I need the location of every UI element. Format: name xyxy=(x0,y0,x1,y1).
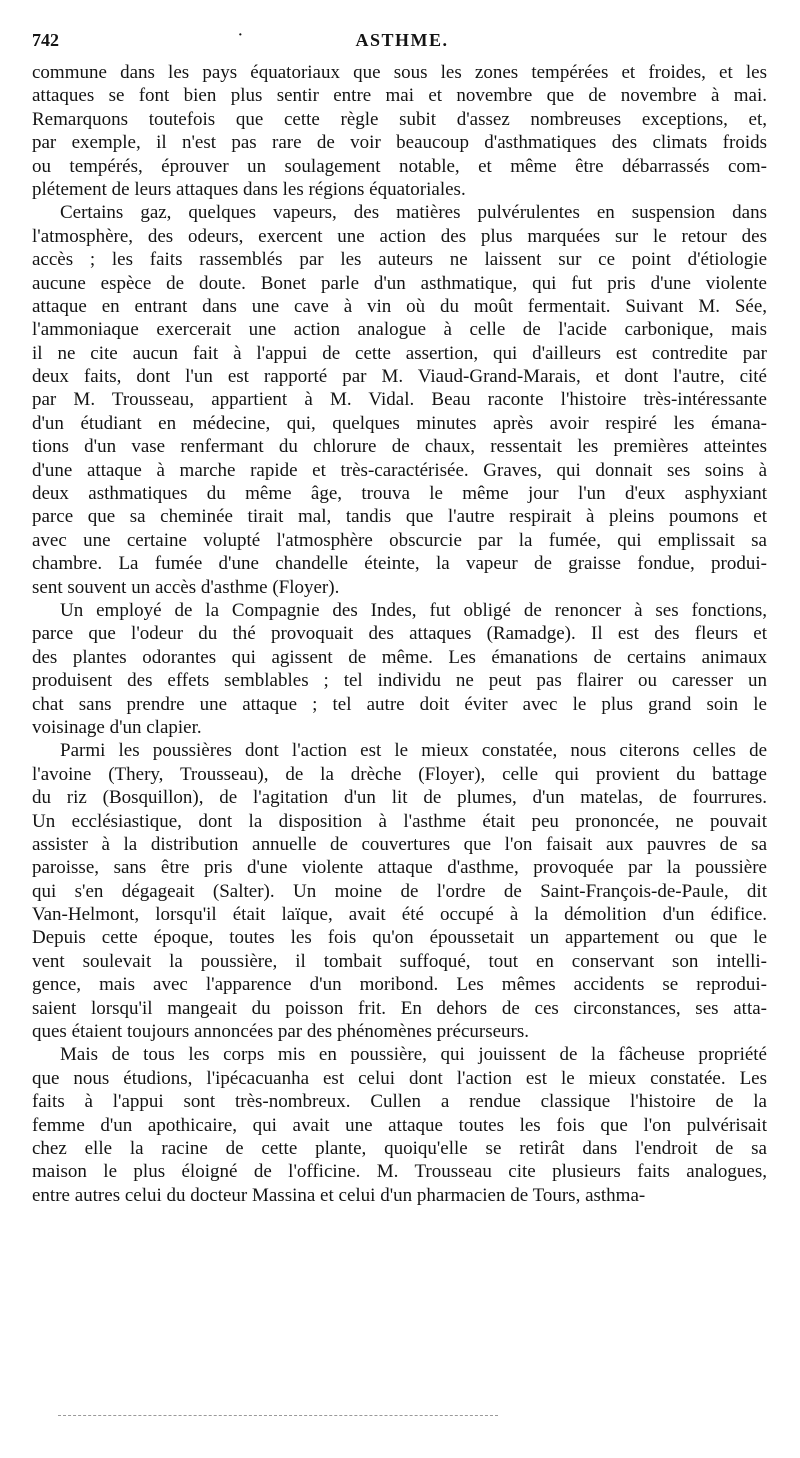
text-line: plétement de leurs attaques dans les régions équatoriales. xyxy=(32,178,466,200)
text-line: Remarquons toutefois que cette règle subit d'assez nombreuses exceptions, et, xyxy=(32,108,767,130)
text-line: l'atmosphère, des odeurs, exercent une action des plus marquées sur le retour des xyxy=(32,225,767,247)
text-line: d'un étudiant en médecine, qui, quelques minutes après avoir respiré les émana- xyxy=(32,412,767,434)
text-line: du riz (Bosquillon), de l'agitation d'un lit de plumes, d'un matelas, de fourrures. xyxy=(32,787,767,809)
text-line: par M. Trousseau, appartient à M. Vidal. Beau raconte l'histoire très-intéressante xyxy=(32,389,767,411)
paragraph xyxy=(32,1043,767,1207)
text-line: tions d'un vase renfermant du chlorure de chaux, ressentait les premières atteintes xyxy=(32,436,767,458)
text-line: des plantes odorantes qui agissent de même. Les émanations de certains animaux xyxy=(32,646,767,668)
text-line: sent souvent un accès d'asthme (Floyer). xyxy=(32,576,340,598)
text-line: voisinage d'un clapier. xyxy=(32,716,202,738)
text-line: par exemple, il n'est pas rare de voir beaucoup d'asthmatiques des climats froids xyxy=(32,132,767,154)
text-line: avec une certaine volupté l'atmosphère obscurcie par la fumée, qui emplissait sa xyxy=(32,529,767,551)
text-line: Un ecclésiastique, dont la disposition à l'asthme était peu prononcée, ne pouvait xyxy=(32,810,767,832)
text-line: faits à l'appui sont très-nombreux. Cullen a rendue classique l'histoire de la xyxy=(32,1091,767,1113)
text-line: Mais de tous les corps mis en poussière, qui jouissent de la fâcheuse propriété xyxy=(60,1044,767,1066)
text-line: attaque en entrant dans une cave à vin où du moût fermentait. Suivant M. Sée, xyxy=(32,295,767,317)
text-line: femme d'un apothicaire, qui avait une attaque toutes les fois que l'on pulvérisait xyxy=(32,1114,767,1136)
text-line: produisent des effets semblables ; tel individu ne peut pas flairer ou caresser un xyxy=(32,670,767,692)
text-line: ou tempérés, éprouver un soulagement notable, et même être débarrassés com- xyxy=(32,155,767,177)
footer-rule xyxy=(58,1415,498,1416)
text-line: paroisse, sans être pris d'une violente attaque d'asthme, provoquée par la poussière xyxy=(32,857,767,879)
paragraph xyxy=(32,599,767,739)
text-line: Certains gaz, quelques vapeurs, des matières pulvérulentes en suspension dans xyxy=(60,202,767,224)
page-header xyxy=(32,30,772,52)
text-line: accès ; les faits rassemblés par les auteurs ne laissent sur ce point d'étiologie xyxy=(32,249,767,271)
text-line: commune dans les pays équatoriaux que sous les zones tempérées et froides, et les xyxy=(32,62,767,83)
text-line: que nous étudions, l'ipécacuanha est celui dont l'action est le mieux constatée. Les xyxy=(32,1067,767,1089)
text-line: Van-Helmont, lorsqu'il était laïque, avait été occupé à la démolition d'un édifice. xyxy=(32,904,767,926)
text-line: Depuis cette époque, toutes les fois qu'on époussetait un appartement ou que le xyxy=(32,927,767,949)
text-line: il ne cite aucun fait à l'appui de cette assertion, qui d'ailleurs est contredite par xyxy=(32,342,767,364)
text-line: aucune espèce de doute. Bonet parle d'un asthmatique, qui fut pris d'une violente xyxy=(32,272,767,294)
page-number: 742 xyxy=(32,30,59,50)
text-line: l'ammoniaque exercerait une action analogue à celle de l'acide carbonique, mais xyxy=(32,319,767,341)
text-line: attaques se font bien plus sentir entre mai et novembre que de novembre à mai. xyxy=(32,85,767,107)
text-line: qui s'en dégageait (Salter). Un moine de l'ordre de Saint-François-de-Paule, dit xyxy=(32,880,767,902)
running-title: ASTHME. xyxy=(355,30,449,50)
body-text xyxy=(32,61,767,1207)
text-line: Un employé de la Compagnie des Indes, fut obligé de renoncer à ses fonctions, xyxy=(60,599,767,621)
header-separator: · xyxy=(238,28,243,43)
text-line: Parmi les poussières dont l'action est le mieux constatée, nous citerons celles de xyxy=(60,740,767,762)
text-line: maison le plus éloigné de l'officine. M. Trousseau cite plusieurs faits analogues, xyxy=(32,1161,767,1183)
text-line: deux asthmatiques du même âge, trouva le même jour l'un d'eux asphyxiant xyxy=(32,483,767,505)
text-line: l'avoine (Thery, Trousseau), de la drèche (Floyer), celle qui provient du battage xyxy=(32,763,767,785)
text-line: chez elle la racine de cette plante, quoiqu'elle se retirât dans l'endroit de sa xyxy=(32,1137,767,1159)
text-line: parce que sa cheminée tirait mal, tandis que l'autre respirait à pleins poumons et xyxy=(32,506,767,528)
text-line: parce que l'odeur du thé provoquait des attaques (Ramadge). Il est des fleurs et xyxy=(32,623,767,645)
text-line: saient lorsqu'il mangeait du poisson frit. En dehors de ces circonstances, ses atta- xyxy=(32,997,767,1019)
text-line: assister à la distribution annuelle de couvertures que l'on faisait aux pauvres de sa xyxy=(32,833,767,855)
paragraph xyxy=(32,739,767,1043)
text-line: gence, mais avec l'apparence d'un moribond. Les mêmes accidents se reprodui- xyxy=(32,974,767,996)
text-line: vent soulevait la poussière, il tombait suffoqué, tout en conservant son intelli- xyxy=(32,950,767,972)
text-line: d'une attaque à marche rapide et très-caractérisée. Graves, qui donnait ses soins à xyxy=(32,459,767,481)
text-line: entre autres celui du docteur Massina et celui d'un pharmacien de Tours, asthma- xyxy=(32,1184,646,1206)
text-line: chambre. La fumée d'une chandelle éteinte, la vapeur de graisse fondue, produi- xyxy=(32,553,767,575)
text-line: ques étaient toujours annoncées par des phénomènes précurseurs. xyxy=(32,1021,529,1043)
paragraph xyxy=(32,61,767,201)
text-line: chat sans prendre une attaque ; tel autre doit éviter avec le plus grand soin le xyxy=(32,693,767,715)
text-line: deux faits, dont l'un est rapporté par M. Viaud-Grand-Marais, et dont l'autre, cité xyxy=(32,366,767,388)
paragraph xyxy=(32,201,767,599)
